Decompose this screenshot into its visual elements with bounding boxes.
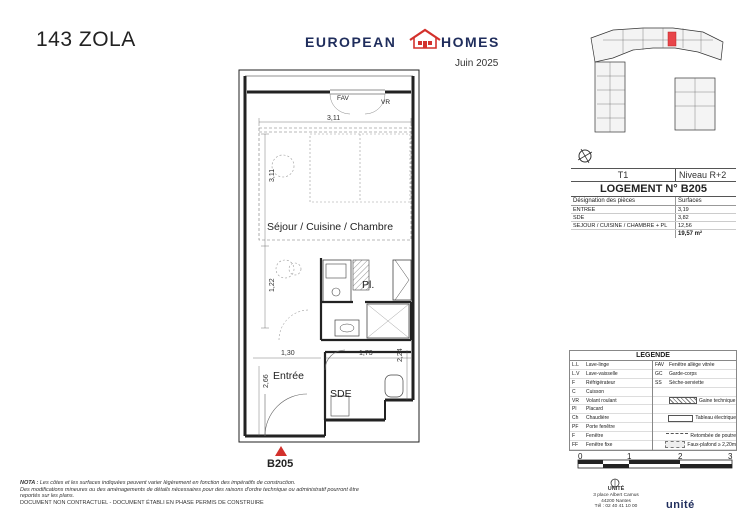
unit-type-row xyxy=(571,169,736,181)
legend-item xyxy=(570,370,652,379)
scale-tick-3: 3 xyxy=(728,452,733,461)
table-row xyxy=(571,214,736,222)
legend-code: GC xyxy=(655,370,663,377)
dim-top-width: 3,11 xyxy=(327,115,341,122)
legend-label: Garde-corps xyxy=(669,370,697,377)
legend-code: Ch xyxy=(572,415,579,422)
legend-code: L.L xyxy=(572,361,579,368)
dim-entree-width: 1,30 xyxy=(281,350,295,357)
document-date: Juin 2025 xyxy=(455,58,499,69)
legend-item xyxy=(653,405,736,414)
scale-tick-2: 2 xyxy=(678,452,683,461)
room-label-placard: Pl. xyxy=(362,279,375,291)
technical-shaft-swatch-icon xyxy=(669,397,697,404)
legend-code: FAV xyxy=(655,361,665,368)
brand-right-text: HOMES xyxy=(441,34,500,50)
company-name: UNITÉ xyxy=(607,486,625,492)
note-line-3: reportés sur les plans. xyxy=(20,493,75,500)
total-surface-row xyxy=(571,230,736,238)
legend-code: FF xyxy=(572,441,579,448)
room-surface: 3,19 xyxy=(678,206,689,213)
legend-item xyxy=(570,397,652,406)
legend-item xyxy=(570,432,652,441)
legend-label: Volant roulant xyxy=(586,397,617,404)
legend-label: Placard xyxy=(586,406,603,413)
room-surface: 12,56 xyxy=(678,222,692,229)
legend-box xyxy=(569,350,737,451)
legend-label: Gaine technique xyxy=(699,397,736,404)
legend-code: L.V xyxy=(572,370,580,377)
legend-item xyxy=(653,441,736,450)
house-logo-icon xyxy=(408,28,442,50)
note-line-1: Les côtes et les surfaces indiquées peuvent varier légèrement en fonction des impératifs de construction. xyxy=(39,480,296,486)
legend-item xyxy=(570,441,652,450)
legend-item xyxy=(653,388,736,397)
brand-left-text: EUROPEAN xyxy=(305,34,397,50)
scale-bar xyxy=(578,458,732,472)
legend-label: Fenêtre allège vitrée xyxy=(669,361,715,368)
company-block xyxy=(588,487,644,510)
false-ceiling-swatch-icon xyxy=(665,441,685,448)
building-key-plan xyxy=(583,20,728,142)
legend-label: Fenêtre fixe xyxy=(586,441,613,448)
legend-grid xyxy=(570,361,736,450)
legend-code: SS xyxy=(655,379,662,386)
legend-label: Retombée de poutre xyxy=(690,433,736,440)
legend-label: Sèche-serviette xyxy=(669,379,704,386)
legend-item xyxy=(653,361,736,370)
legend-item xyxy=(570,388,652,397)
entry-unit-label: B205 xyxy=(267,458,294,470)
legend-code: PF xyxy=(572,424,579,431)
scale-tick-1: 1 xyxy=(627,452,632,461)
table-row xyxy=(571,222,736,230)
room-name: SDE xyxy=(571,214,676,221)
legend-label: Réfrigérateur xyxy=(586,379,616,386)
rooms-table-header xyxy=(571,197,736,206)
legend-code: F xyxy=(572,433,576,440)
legend-item xyxy=(570,423,652,432)
legend-code: Pl xyxy=(572,406,577,413)
company-address-1: 3 place Albert Camus xyxy=(593,492,639,498)
legend-title: LEGENDE xyxy=(570,351,736,361)
electrical-panel-swatch-icon xyxy=(668,415,694,422)
legend-left-column xyxy=(570,361,653,450)
total-spacer xyxy=(571,230,676,238)
legend-label: Lave-vaisselle xyxy=(586,370,618,377)
legend-item xyxy=(653,379,736,388)
room-surface: 3,82 xyxy=(678,214,689,221)
disclaimer-notes xyxy=(20,480,440,506)
total-surface: 19,57 m² xyxy=(678,231,703,237)
dim-mid-depth: 1,22 xyxy=(269,278,276,292)
legend-label: Fenêtre xyxy=(586,433,604,440)
legend-label: Faux-plafond ≥ 2,20m xyxy=(687,441,736,448)
note-line-2: Des modifications mineures ou des aménagements de détails nécessaires pour des raisons d'ordre technique ou administratif pourront être xyxy=(20,486,359,493)
legend-label: Chaudière xyxy=(586,415,610,422)
unit-info-table xyxy=(571,168,736,238)
legend-item xyxy=(570,379,652,388)
unit-type: T1 xyxy=(571,169,676,181)
unit-number: LOGEMENT N° B205 xyxy=(571,181,736,197)
company-logo: unité xyxy=(666,499,695,511)
legend-code: C xyxy=(572,388,576,395)
legend-label: Cuisson xyxy=(586,388,605,395)
room-name: SEJOUR / CUISINE / CHAMBRE + PL xyxy=(571,222,676,229)
legend-label: Lave-linge xyxy=(586,361,610,368)
room-label-sejour: Séjour / Cuisine / Chambre xyxy=(267,221,394,233)
north-compass-icon xyxy=(577,148,593,164)
legend-code: F xyxy=(572,379,576,386)
legend-item xyxy=(570,405,652,414)
company-address-2: 44200 Nantes xyxy=(601,498,631,504)
dim-sde-width: 1,73 xyxy=(359,350,373,357)
unit-level: Niveau R+2 xyxy=(679,170,727,180)
vr-shutter-label: VR xyxy=(381,99,391,106)
scale-tick-0: 0 xyxy=(578,452,583,461)
fav-window-label: FAV xyxy=(337,95,349,102)
company-phone: Tél : 02 40 41 10 00 xyxy=(594,504,638,510)
floor-plan-drawing xyxy=(235,70,430,460)
legend-item xyxy=(570,361,652,370)
legend-item xyxy=(653,432,736,441)
entry-arrow-icon xyxy=(275,446,287,456)
legend-item xyxy=(653,397,736,406)
apartment-floor-plan xyxy=(235,70,430,460)
legend-code: VR xyxy=(572,397,579,404)
dim-sde-depth: 2,24 xyxy=(397,348,404,362)
legend-item xyxy=(653,423,736,432)
note-line-4: DOCUMENT NON CONTRACTUEL - DOCUMENT ÉTABLI EN PHASE PERMIS DE CONSTRUIRE xyxy=(20,499,264,506)
legend-label: Porte fenêtre xyxy=(586,424,615,431)
dim-sejour-depth: 3,11 xyxy=(269,168,276,182)
legend-label: Tableau électrique xyxy=(695,415,736,422)
nota-label: NOTA : xyxy=(20,480,39,486)
room-label-sde: SDE xyxy=(330,388,352,400)
legend-right-column xyxy=(653,361,736,450)
rooms-column-header: Désignation des pièces xyxy=(571,197,676,205)
legend-item xyxy=(653,414,736,423)
beam-swatch-icon xyxy=(666,433,688,440)
legend-item xyxy=(570,414,652,423)
room-label-entree: Entrée xyxy=(273,370,304,382)
project-title: 143 ZOLA xyxy=(36,28,136,51)
highlighted-unit-marker xyxy=(668,32,676,46)
table-row xyxy=(571,206,736,214)
room-name: ENTREE xyxy=(571,206,676,213)
dim-entree-depth: 2,66 xyxy=(263,374,270,388)
surfaces-column-header: Surfaces xyxy=(678,198,702,204)
legend-item xyxy=(653,370,736,379)
